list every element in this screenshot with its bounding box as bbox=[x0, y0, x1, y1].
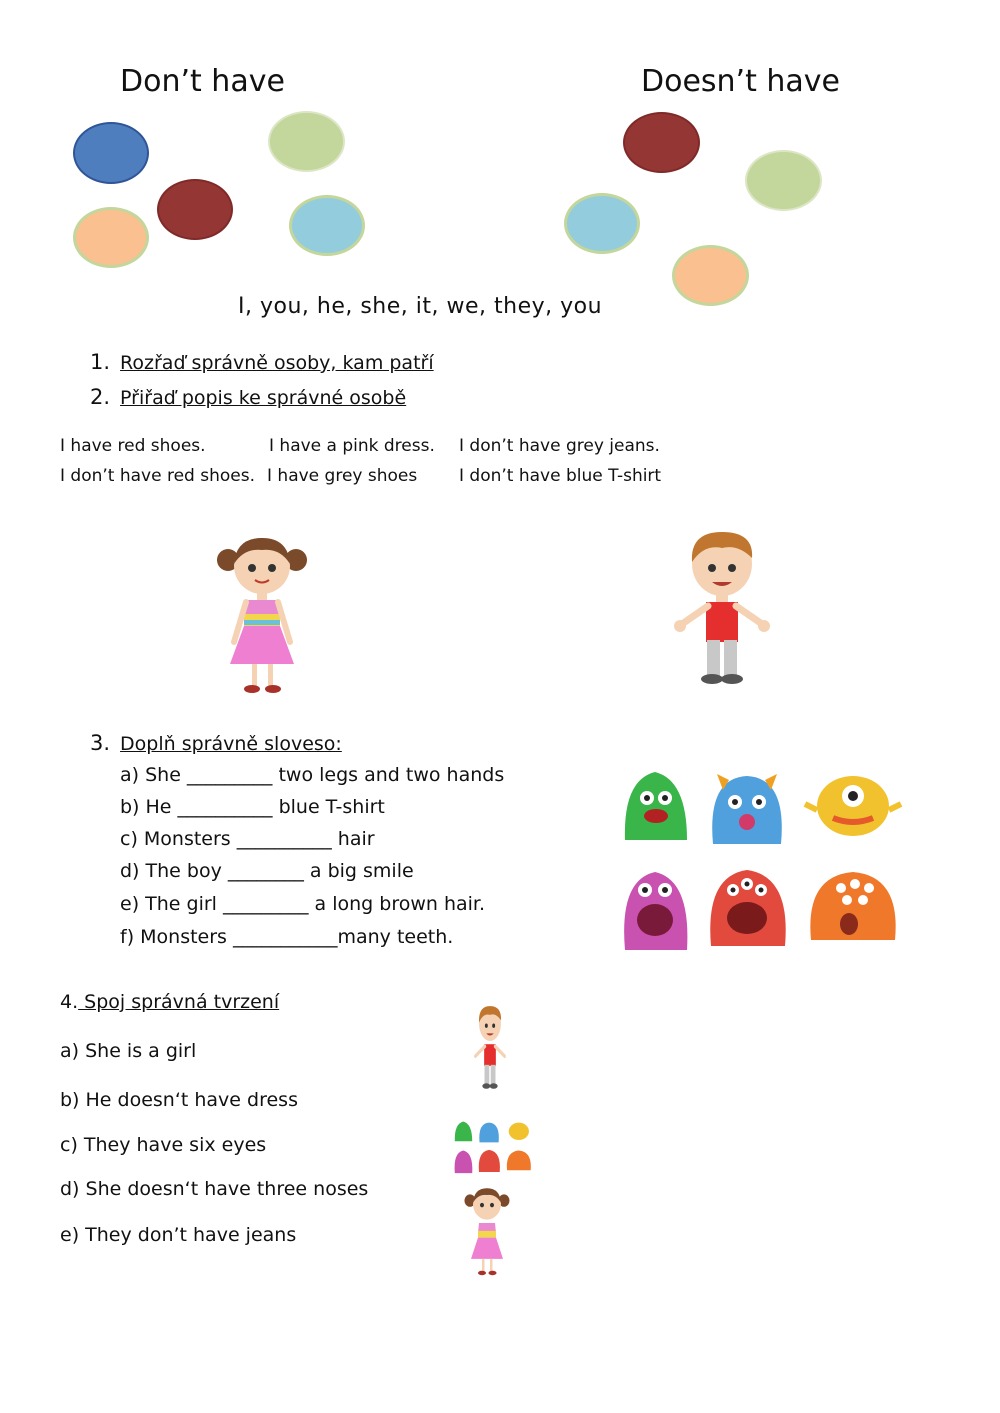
gap-fill-item[interactable]: b) He __________ blue T-shirt bbox=[120, 796, 385, 818]
task-2 bbox=[90, 385, 406, 409]
oval-orange[interactable] bbox=[73, 207, 149, 268]
oval-red[interactable] bbox=[157, 179, 233, 240]
matching-item[interactable]: a) She is a girl bbox=[60, 1040, 197, 1062]
oval-green[interactable] bbox=[268, 111, 345, 172]
matching-item[interactable]: b) He doesn‘t have dress bbox=[60, 1089, 298, 1111]
matching-item[interactable]: d) She doesn‘t have three noses bbox=[60, 1178, 369, 1200]
heading-doesnt-have: Doesn’t have bbox=[641, 64, 840, 99]
task-text: Rozřaď správně osoby, kam patří bbox=[120, 352, 434, 374]
task-1 bbox=[90, 350, 434, 374]
task-3 bbox=[90, 731, 342, 755]
description-item[interactable]: I have a pink dress. bbox=[269, 436, 435, 456]
monsters-thumbnail[interactable] bbox=[452, 1118, 534, 1176]
task-number: 4. bbox=[60, 991, 79, 1013]
task-number: 1. bbox=[90, 350, 111, 374]
description-item[interactable]: I don’t have red shoes. bbox=[60, 466, 255, 486]
oval-green[interactable] bbox=[745, 150, 822, 211]
monsters-illustration bbox=[615, 760, 907, 960]
oval-orange[interactable] bbox=[672, 245, 749, 306]
girl-thumbnail[interactable] bbox=[462, 1186, 512, 1278]
boy-illustration bbox=[640, 528, 804, 690]
gap-fill-item[interactable]: a) She _________ two legs and two hands bbox=[120, 764, 505, 786]
description-item[interactable]: I have grey shoes bbox=[267, 466, 418, 486]
gap-fill-item[interactable]: f) Monsters ___________many teeth. bbox=[120, 926, 454, 948]
matching-item[interactable]: e) They don’t have jeans bbox=[60, 1224, 297, 1246]
heading-dont-have: Don’t have bbox=[120, 64, 285, 99]
description-item[interactable]: I don’t have grey jeans. bbox=[459, 436, 660, 456]
boy-thumbnail[interactable] bbox=[460, 1004, 520, 1092]
task-4 bbox=[60, 991, 279, 1013]
task-number: 2. bbox=[90, 385, 111, 409]
description-item[interactable]: I don’t have blue T-shirt bbox=[459, 466, 662, 486]
pronoun-list: I, you, he, she, it, we, they, you bbox=[238, 294, 603, 319]
oval-lightblue[interactable] bbox=[564, 193, 640, 254]
oval-blue[interactable] bbox=[73, 122, 149, 184]
task-text: Spoj správná tvrzení bbox=[78, 991, 280, 1013]
girl-illustration bbox=[212, 534, 312, 698]
description-item[interactable]: I have red shoes. bbox=[60, 436, 206, 456]
oval-red[interactable] bbox=[623, 112, 700, 173]
task-number: 3. bbox=[90, 731, 111, 755]
gap-fill-item[interactable]: c) Monsters __________ hair bbox=[120, 828, 375, 850]
gap-fill-item[interactable]: e) The girl _________ a long brown hair. bbox=[120, 893, 486, 915]
oval-lightblue[interactable] bbox=[289, 195, 365, 256]
task-text: Přiřaď popis ke správné osobě bbox=[120, 387, 407, 409]
task-text: Doplň správně sloveso: bbox=[120, 733, 342, 755]
matching-item[interactable]: c) They have six eyes bbox=[60, 1134, 267, 1156]
gap-fill-item[interactable]: d) The boy ________ a big smile bbox=[120, 860, 414, 882]
